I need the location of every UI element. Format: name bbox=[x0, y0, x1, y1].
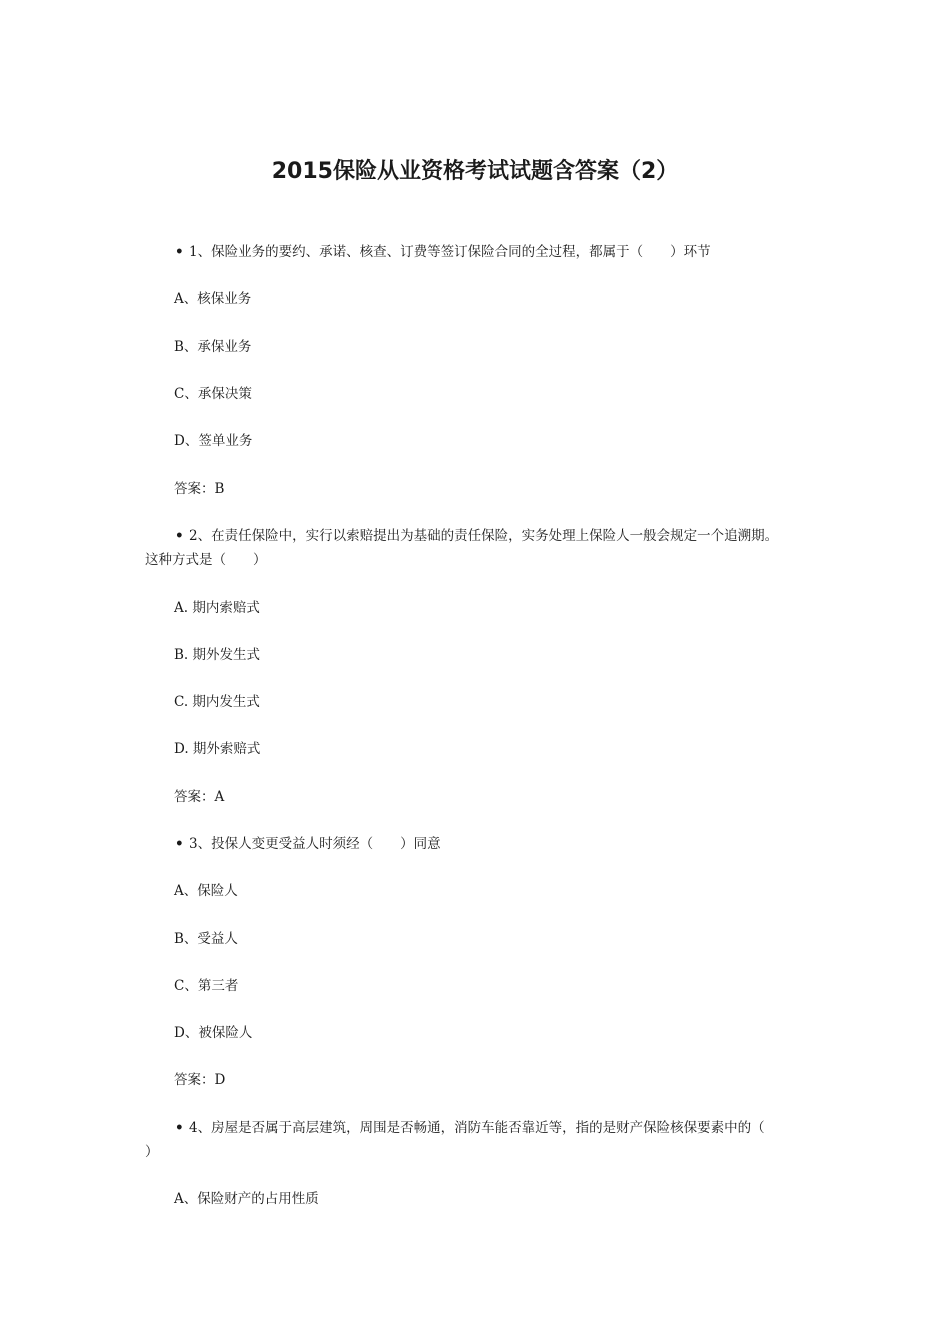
question-4-continuation: ） bbox=[145, 1144, 159, 1160]
question-3 bbox=[175, 832, 441, 856]
question-4-option-a: A、保险财产的占用性质 bbox=[174, 1191, 319, 1207]
question-3-option-d: D、被保险人 bbox=[174, 1025, 253, 1041]
page-title: 2015保险从业资格考试试题含答案（2） bbox=[271, 159, 679, 184]
question-3-text: 3、投保人变更受益人时须经（ ）同意 bbox=[189, 836, 441, 852]
question-4 bbox=[175, 1116, 765, 1140]
question-1-option-d: D、签单业务 bbox=[174, 433, 253, 449]
question-2-option-c: C. 期内发生式 bbox=[174, 694, 260, 710]
question-1-option-c: C、承保决策 bbox=[174, 386, 252, 402]
bullet: • bbox=[175, 528, 184, 544]
bullet: • bbox=[175, 1120, 184, 1136]
question-1-option-b: B、承保业务 bbox=[174, 339, 252, 355]
question-3-option-c: C、第三者 bbox=[174, 978, 239, 994]
question-2-text: 2、在责任保险中，实行以索赔提出为基础的责任保险，实务处理上保险人一般会规定一个追溯期。 bbox=[189, 528, 779, 544]
question-2-option-d: D. 期外索赔式 bbox=[174, 741, 261, 757]
question-2-answer: 答案：A bbox=[174, 789, 225, 805]
question-3-answer: 答案：D bbox=[174, 1072, 226, 1088]
question-3-option-a: A、保险人 bbox=[174, 883, 238, 899]
question-2-continuation: 这种方式是（ ） bbox=[145, 552, 267, 568]
question-2-option-a: A. 期内索赔式 bbox=[174, 600, 260, 616]
question-1 bbox=[175, 240, 711, 264]
question-1-answer: 答案：B bbox=[174, 481, 225, 497]
bullet: • bbox=[175, 836, 184, 852]
question-1-option-a: A、核保业务 bbox=[174, 291, 252, 307]
bullet: • bbox=[175, 244, 184, 260]
question-2 bbox=[175, 524, 778, 548]
question-2-option-b: B. 期外发生式 bbox=[174, 647, 261, 663]
question-1-text: 1、保险业务的要约、承诺、核查、订费等签订保险合同的全过程，都属于（ ）环节 bbox=[189, 244, 711, 260]
question-3-option-b: B、受益人 bbox=[174, 931, 238, 947]
question-4-text: 4、房屋是否属于高层建筑，周围是否畅通，消防车能否靠近等，指的是财产保险核保要素中的（ bbox=[189, 1120, 765, 1136]
